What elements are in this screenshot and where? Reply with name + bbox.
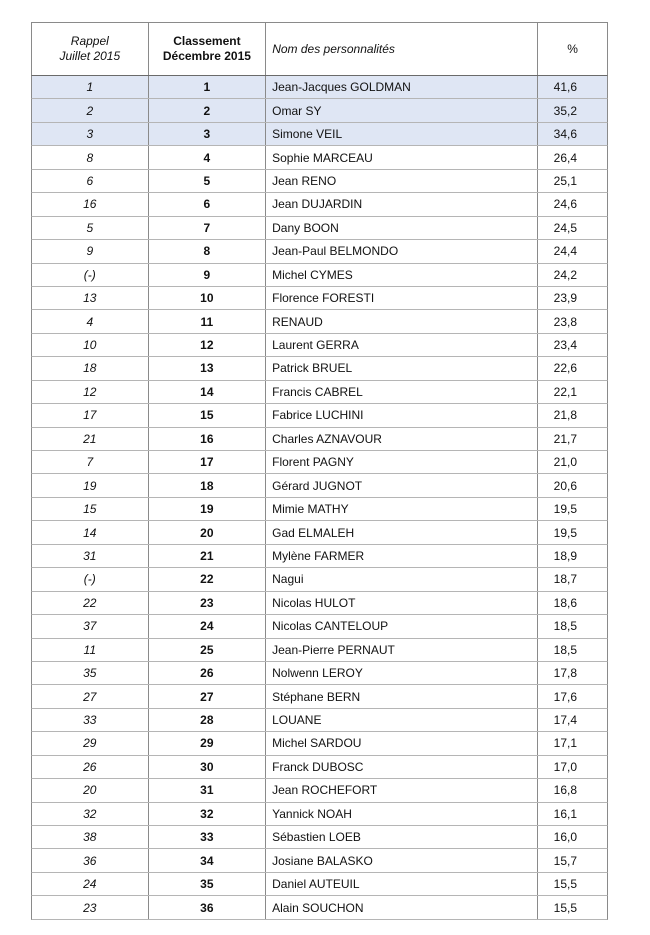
name-cell: RENAUD [266, 310, 538, 332]
rank-cell: 16 [149, 428, 267, 450]
name-cell: Franck DUBOSC [266, 756, 538, 778]
rank-cell: 17 [149, 451, 267, 473]
table-row [31, 896, 608, 919]
name-cell: Yannick NOAH [266, 803, 538, 825]
rank-cell: 32 [149, 803, 267, 825]
rappel-cell: 15 [32, 498, 149, 520]
pct-cell: 20,6 [553, 478, 577, 493]
name-cell: Gad ELMALEH [266, 521, 538, 543]
table-row [31, 615, 608, 638]
rank-cell: 36 [149, 896, 267, 918]
table-body [31, 76, 608, 920]
rappel-cell: 16 [32, 193, 149, 215]
rank-cell: 8 [149, 240, 267, 262]
rank-cell: 35 [149, 873, 267, 895]
name-cell: Omar SY [266, 99, 538, 121]
table-row [31, 146, 608, 169]
rank-cell: 30 [149, 756, 267, 778]
pct-cell: 18,5 [553, 642, 577, 657]
rappel-cell: 4 [32, 310, 149, 332]
rank-cell: 15 [149, 404, 267, 426]
name-cell: LOUANE [266, 709, 538, 731]
rappel-cell: 12 [32, 381, 149, 403]
pct-cell: 22,1 [553, 384, 577, 399]
rank-cell: 7 [149, 217, 267, 239]
pct-cell: 19,5 [553, 502, 577, 517]
rank-cell: 18 [149, 474, 267, 496]
header-pct: % [567, 42, 578, 56]
rappel-cell: 32 [32, 803, 149, 825]
rappel-cell: 37 [32, 615, 149, 637]
name-cell: Jean-Paul BELMONDO [266, 240, 538, 262]
table-row [31, 76, 608, 99]
name-cell: Florence FORESTI [266, 287, 538, 309]
rappel-cell: 10 [32, 334, 149, 356]
pct-cell: 16,0 [553, 830, 577, 845]
header-classement-line2: Décembre 2015 [162, 49, 251, 63]
rank-cell: 24 [149, 615, 267, 637]
rappel-cell: 20 [32, 779, 149, 801]
table-row [31, 381, 608, 404]
rappel-cell: 7 [32, 451, 149, 473]
table-row [31, 779, 608, 802]
table-row [31, 803, 608, 826]
table-row [31, 521, 608, 544]
table-row [31, 334, 608, 357]
table-row [31, 849, 608, 872]
name-cell: Francis CABREL [266, 381, 538, 403]
rappel-cell: 18 [32, 357, 149, 379]
rappel-cell: 6 [32, 170, 149, 192]
pct-cell: 17,0 [553, 759, 577, 774]
rappel-cell: 31 [32, 545, 149, 567]
name-cell: Sophie MARCEAU [266, 146, 538, 168]
table-row [31, 662, 608, 685]
rappel-cell: 11 [32, 639, 149, 661]
rank-cell: 19 [149, 498, 267, 520]
name-cell: Sébastien LOEB [266, 826, 538, 848]
table-row [31, 240, 608, 263]
rank-cell: 9 [149, 264, 267, 286]
rappel-cell: 2 [32, 99, 149, 121]
table-row [31, 756, 608, 779]
rappel-cell: 23 [32, 896, 149, 918]
rank-cell: 22 [149, 568, 267, 590]
pct-cell: 15,7 [553, 853, 577, 868]
rank-cell: 3 [149, 123, 267, 145]
table-row [31, 99, 608, 122]
rank-cell: 33 [149, 826, 267, 848]
pct-cell: 21,8 [553, 408, 577, 423]
pct-cell: 16,8 [553, 783, 577, 798]
pct-cell: 19,5 [553, 525, 577, 540]
rappel-cell: 17 [32, 404, 149, 426]
header-classement [149, 23, 267, 75]
name-cell: Charles AZNAVOUR [266, 428, 538, 450]
rappel-cell: 35 [32, 662, 149, 684]
table-row [31, 123, 608, 146]
table-row [31, 310, 608, 333]
ranking-table [31, 22, 608, 920]
table-row [31, 873, 608, 896]
pct-cell: 23,9 [553, 291, 577, 306]
table-row [31, 404, 608, 427]
table-row [31, 264, 608, 287]
rappel-cell: 24 [32, 873, 149, 895]
table-row [31, 709, 608, 732]
name-cell: Dany BOON [266, 217, 538, 239]
pct-cell: 21,0 [553, 455, 577, 470]
pct-cell: 18,5 [553, 619, 577, 634]
name-cell: Fabrice LUCHINI [266, 404, 538, 426]
table-row [31, 287, 608, 310]
rank-cell: 4 [149, 146, 267, 168]
table-row [31, 732, 608, 755]
table-row [31, 217, 608, 240]
rappel-cell: 36 [32, 849, 149, 871]
rappel-cell: 22 [32, 592, 149, 614]
pct-cell: 26,4 [553, 150, 577, 165]
name-cell: Mimie MATHY [266, 498, 538, 520]
rank-cell: 31 [149, 779, 267, 801]
rank-cell: 21 [149, 545, 267, 567]
rank-cell: 20 [149, 521, 267, 543]
pct-cell: 18,9 [553, 548, 577, 563]
rappel-cell: 8 [32, 146, 149, 168]
table-row [31, 639, 608, 662]
rank-cell: 14 [149, 381, 267, 403]
table-row [31, 568, 608, 591]
name-cell: Gérard JUGNOT [266, 474, 538, 496]
rank-cell: 29 [149, 732, 267, 754]
pct-cell: 16,1 [553, 806, 577, 821]
table-row [31, 170, 608, 193]
pct-cell: 24,6 [553, 197, 577, 212]
header-rappel [32, 23, 149, 75]
pct-cell: 23,8 [553, 314, 577, 329]
table-header [31, 22, 608, 76]
pct-cell: 24,5 [553, 220, 577, 235]
table-row [31, 357, 608, 380]
rank-cell: 26 [149, 662, 267, 684]
name-cell: Michel CYMES [266, 264, 538, 286]
pct-cell: 15,5 [553, 900, 577, 915]
rappel-cell: 14 [32, 521, 149, 543]
rank-cell: 2 [149, 99, 267, 121]
rank-cell: 28 [149, 709, 267, 731]
rank-cell: 12 [149, 334, 267, 356]
rappel-cell: 21 [32, 428, 149, 450]
pct-cell: 18,7 [553, 572, 577, 587]
pct-cell: 34,6 [538, 123, 607, 145]
name-cell: Patrick BRUEL [266, 357, 538, 379]
rappel-cell: 29 [32, 732, 149, 754]
name-cell: Florent PAGNY [266, 451, 538, 473]
rappel-cell: 38 [32, 826, 149, 848]
rappel-cell: 19 [32, 474, 149, 496]
name-cell: Nicolas HULOT [266, 592, 538, 614]
pct-cell: 23,4 [553, 338, 577, 353]
rank-cell: 1 [149, 76, 267, 98]
table-row [31, 545, 608, 568]
rank-cell: 23 [149, 592, 267, 614]
rappel-cell: (-) [32, 568, 149, 590]
rank-cell: 27 [149, 685, 267, 707]
rank-cell: 10 [149, 287, 267, 309]
rank-cell: 5 [149, 170, 267, 192]
name-cell: Jean-Jacques GOLDMAN [266, 76, 538, 98]
rappel-cell: 26 [32, 756, 149, 778]
table-row [31, 826, 608, 849]
pct-cell: 17,8 [553, 666, 577, 681]
name-cell: Daniel AUTEUIL [266, 873, 538, 895]
table-row [31, 451, 608, 474]
name-cell: Jean ROCHEFORT [266, 779, 538, 801]
name-cell: Jean-Pierre PERNAUT [266, 639, 538, 661]
rank-cell: 13 [149, 357, 267, 379]
pct-cell: 24,2 [553, 267, 577, 282]
pct-cell: 22,6 [553, 361, 577, 376]
rappel-cell: 13 [32, 287, 149, 309]
table-row [31, 474, 608, 497]
pct-cell: 21,7 [553, 431, 577, 446]
name-cell: Michel SARDOU [266, 732, 538, 754]
pct-cell: 25,1 [553, 173, 577, 188]
pct-cell: 18,6 [553, 595, 577, 610]
rappel-cell: 9 [32, 240, 149, 262]
pct-cell: 15,5 [553, 877, 577, 892]
name-cell: Josiane BALASKO [266, 849, 538, 871]
rappel-cell: 5 [32, 217, 149, 239]
pct-cell: 35,2 [538, 99, 607, 121]
name-cell: Nolwenn LEROY [266, 662, 538, 684]
table-row [31, 592, 608, 615]
name-cell: Nicolas CANTELOUP [266, 615, 538, 637]
name-cell: Laurent GERRA [266, 334, 538, 356]
rank-cell: 34 [149, 849, 267, 871]
header-rappel-line2: Juillet 2015 [59, 49, 121, 63]
pct-cell: 17,1 [553, 736, 577, 751]
rappel-cell: (-) [32, 264, 149, 286]
name-cell: Stéphane BERN [266, 685, 538, 707]
name-cell: Nagui [266, 568, 538, 590]
header-classement-line1: Classement [173, 34, 241, 48]
rappel-cell: 3 [32, 123, 149, 145]
rappel-cell: 27 [32, 685, 149, 707]
name-cell: Simone VEIL [266, 123, 538, 145]
name-cell: Jean RENO [266, 170, 538, 192]
pct-cell: 24,4 [553, 244, 577, 259]
header-nom: Nom des personnalités [266, 23, 538, 75]
pct-cell: 17,4 [553, 713, 577, 728]
rank-cell: 6 [149, 193, 267, 215]
name-cell: Jean DUJARDIN [266, 193, 538, 215]
table-row [31, 193, 608, 216]
name-cell: Alain SOUCHON [266, 896, 538, 918]
table-row [31, 498, 608, 521]
rappel-cell: 33 [32, 709, 149, 731]
pct-cell: 17,6 [553, 689, 577, 704]
rappel-cell: 1 [32, 76, 149, 98]
table-row [31, 685, 608, 708]
table-row [31, 428, 608, 451]
rank-cell: 11 [149, 310, 267, 332]
rank-cell: 25 [149, 639, 267, 661]
pct-cell: 41,6 [538, 76, 607, 98]
name-cell: Mylène FARMER [266, 545, 538, 567]
header-rappel-line1: Rappel [70, 34, 109, 48]
